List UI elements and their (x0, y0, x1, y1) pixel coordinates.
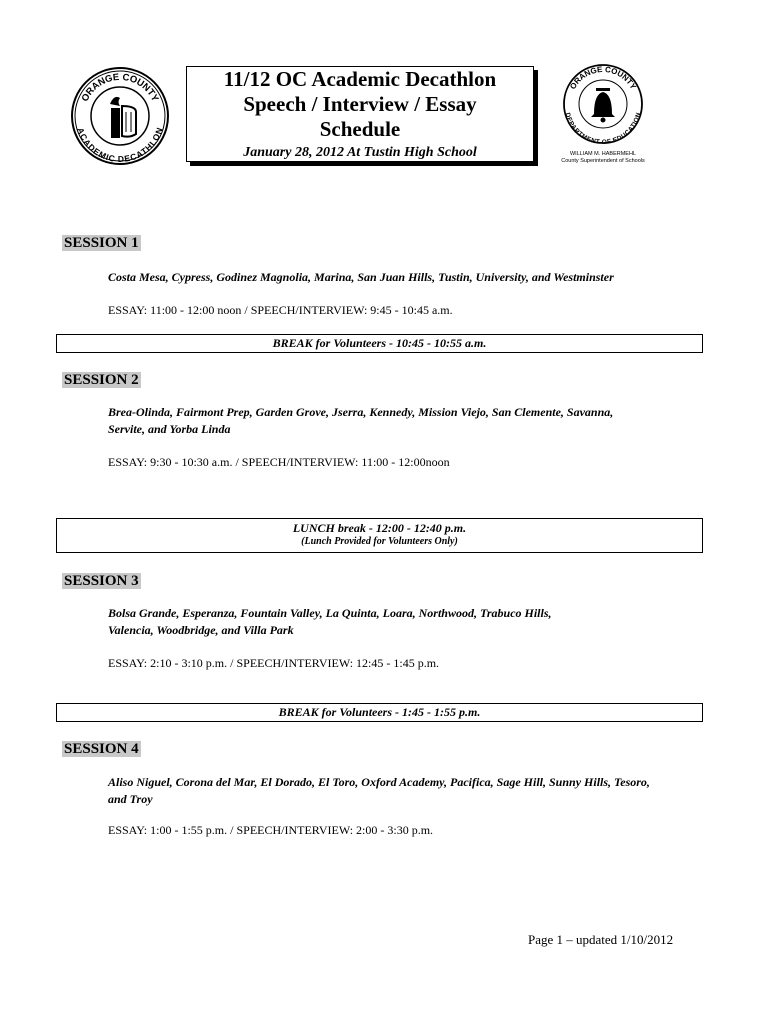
session-3-schools (108, 605, 748, 639)
lunch-break-text: LUNCH break - 12:00 - 12:40 p.m. (292, 521, 467, 535)
academic-decathlon-seal-icon (70, 66, 170, 166)
session-2-heading (62, 371, 141, 389)
seal-left-text-top: ORANGE COUNTY (79, 71, 161, 104)
title-subtitle: January 28, 2012 At Tustin High School (243, 145, 477, 160)
title-line-1: 11/12 OC Academic Decathlon (223, 67, 497, 91)
session-3-heading (62, 572, 141, 590)
break-2-text: BREAK for Volunteers - 1:45 - 1:55 p.m. (278, 705, 481, 719)
session-1-heading (62, 234, 141, 252)
session-1-times: ESSAY: 11:00 - 12:00 noon / SPEECH/INTERVIEW: 9:45 - 10:45 a.m. (108, 303, 453, 317)
break-1-text: BREAK for Volunteers - 10:45 - 10:55 a.m. (272, 336, 487, 350)
session-4-label: SESSION 4 (64, 741, 139, 757)
session-3-times: ESSAY: 2:10 - 3:10 p.m. / SPEECH/INTERVIEW: 12:45 - 1:45 p.m. (108, 656, 440, 670)
session-2-schools-line-2: Servite, and Yorba Linda (108, 422, 231, 436)
superintendent-title: County Superintendent of Schools (561, 158, 645, 164)
title-box (186, 66, 534, 162)
break-1-box (56, 334, 703, 353)
session-2-times: ESSAY: 9:30 - 10:30 a.m. / SPEECH/INTERVIEW: 11:00 - 12:00noon (108, 455, 450, 469)
session-3-label: SESSION 3 (64, 573, 139, 589)
seal-right-text-top: ORANGE COUNTY (568, 64, 638, 91)
department-of-education-bell-icon (558, 64, 648, 146)
seal-right-text-bottom: DEPARTMENT OF EDUCATION (563, 112, 643, 146)
svg-text:ORANGE COUNTY (568, 65, 638, 92)
page-footer: Page 1 – updated 1/10/2012 (528, 932, 674, 947)
session-2-schools (108, 404, 748, 438)
seal-left-text-bottom: ACADEMIC DECATHLON (74, 126, 166, 165)
session-3-schools-line-2: Valencia, Woodbridge, and Villa Park (108, 623, 294, 637)
session-2-label: SESSION 2 (64, 372, 139, 388)
superintendent-name: WILLIAM M. HABERMEHL (569, 151, 636, 157)
lunch-note: (Lunch Provided for Volunteers Only) (301, 536, 458, 547)
session-4-schools-line-1: Aliso Niguel, Corona del Mar, El Dorado, El Toro, Oxford Academy, Pacifica, Sage Hill, Sunny Hills, Tesoro, (108, 775, 650, 789)
session-1-schools: Costa Mesa, Cypress, Godinez Magnolia, Marina, San Juan Hills, Tustin, University, and Westminster (108, 270, 614, 284)
session-3-schools-line-1: Bolsa Grande, Esperanza, Fountain Valley, La Quinta, Loara, Northwood, Trabuco Hills, (108, 606, 552, 620)
session-2-schools-line-1: Brea-Olinda, Fairmont Prep, Garden Grove, Jserra, Kennedy, Mission Viejo, San Clemente, Savanna, (108, 405, 614, 419)
department-of-education-logo (558, 64, 648, 164)
title-line-2: Speech / Interview / Essay (243, 92, 477, 116)
title-line-3: Schedule (319, 117, 401, 141)
session-4-times: ESSAY: 1:00 - 1:55 p.m. / SPEECH/INTERVIEW: 2:00 - 3:30 p.m. (108, 823, 434, 837)
session-4-heading (62, 740, 141, 758)
session-4-schools-line-2: and Troy (108, 792, 153, 806)
session-1-label: SESSION 1 (64, 235, 139, 251)
session-4-schools (108, 774, 748, 808)
break-2-box (56, 703, 703, 722)
lunch-break-box (56, 518, 703, 553)
